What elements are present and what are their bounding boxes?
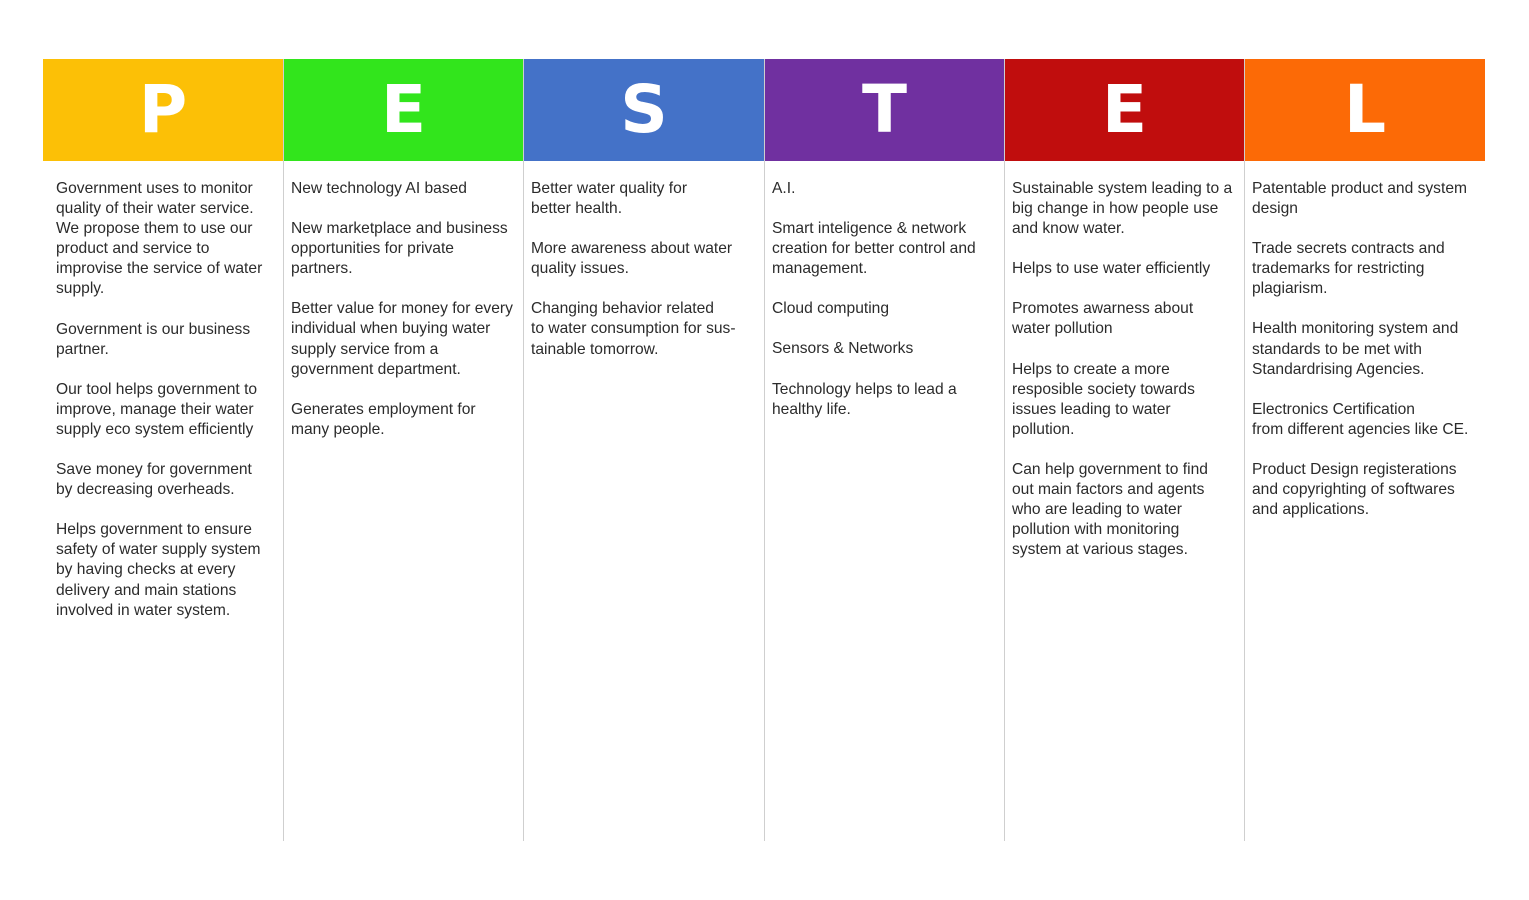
list-item: New marketplace and business opportunities for private partners. [291, 220, 508, 278]
column-letter-economic: E [380, 71, 427, 148]
column-letter-legal: L [1343, 71, 1387, 148]
list-item: Can help government to find out main factors and agents who are leading to water pollution with monitoring system at various stages. [1012, 460, 1208, 559]
list-item: Health monitoring system and standards to be met with Standardrising Agencies. [1252, 320, 1459, 378]
list-item: Sensors & Networks [772, 340, 914, 358]
list-item: Government uses to monitor quality of their water service. We propose them to use our product and service to improvise the service of water supply. [56, 180, 263, 298]
column-header-economic [284, 59, 523, 161]
list-item: Product Design registerations and copyrighting of softwares and applications. [1252, 460, 1457, 519]
column-social [523, 59, 764, 841]
list-item: Helps to use water efficiently [1012, 260, 1211, 278]
list-item: Cloud computing [772, 300, 890, 318]
list-item: Promotes awarness about water pollution [1012, 300, 1194, 338]
column-letter-technological: T [861, 71, 908, 148]
column-body-political [43, 161, 283, 621]
column-body-legal [1245, 161, 1485, 520]
list-item: Sustainable system leading to a big change in how people use and know water. [1012, 180, 1233, 238]
column-letter-environmental: E [1101, 71, 1148, 148]
column-letter-political: P [138, 71, 188, 148]
column-letter-social: S [620, 71, 668, 148]
column-political [43, 59, 283, 841]
list-item: Generates employment for many people. [291, 400, 476, 438]
list-item: Helps to create a more resposible society towards issues leading to water pollution. [1012, 360, 1195, 438]
pestel-diagram [43, 59, 1485, 841]
list-item: New technology AI based [291, 180, 467, 197]
list-item: Save money for government by decreasing overheads. [56, 461, 252, 499]
column-body-economic [284, 161, 523, 440]
column-body-social [524, 161, 764, 360]
list-item: Better value for money for every individual when buying water supply service from a government department. [291, 300, 513, 378]
column-header-technological [765, 59, 1004, 161]
list-item: Better water quality for better health. [531, 180, 688, 218]
column-environmental [1004, 59, 1244, 841]
list-item: Trade secrets contracts and trademarks for restricting plagiarism. [1252, 240, 1445, 298]
list-item: Changing behavior related to water consumption for sus- tainable tomorrow. [531, 300, 736, 358]
column-body-environmental [1005, 161, 1244, 560]
column-header-social [524, 59, 764, 161]
list-item: Helps government to ensure safety of water supply system by having checks at every delivery and main stations involved in water system. [56, 521, 261, 619]
column-legal [1244, 59, 1485, 841]
list-item: Patentable product and system design [1252, 180, 1467, 218]
list-item: A.I. [772, 180, 796, 197]
list-item: Electronics Certification from different agencies like CE. [1252, 400, 1469, 438]
list-item: More awareness about water quality issues. [531, 240, 733, 278]
column-header-political [43, 59, 283, 161]
column-body-technological [765, 161, 1004, 420]
column-technological [764, 59, 1004, 841]
column-economic [283, 59, 523, 841]
column-header-environmental [1005, 59, 1244, 161]
list-item: Smart inteligence & network creation for better control and management. [772, 220, 976, 278]
list-item: Technology helps to lead a healthy life. [772, 380, 957, 418]
column-header-legal [1245, 59, 1485, 161]
list-item: Our tool helps government to improve, manage their water supply eco system efficiently [56, 380, 258, 438]
list-item: Government is our business partner. [56, 320, 251, 358]
